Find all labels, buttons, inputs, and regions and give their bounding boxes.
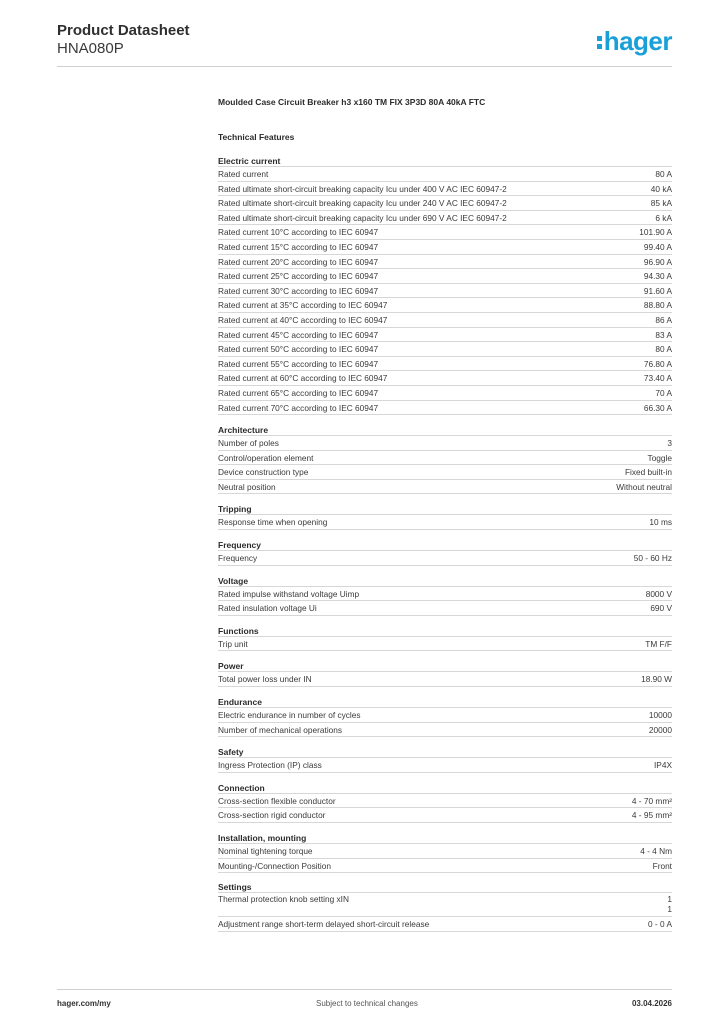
spec-value: 6 kA [655, 212, 672, 223]
spec-label: Control/operation element [218, 452, 314, 463]
logo-text: hager [603, 26, 672, 56]
spec-row [218, 893, 672, 917]
datasheet-content [218, 96, 672, 932]
spec-row [218, 386, 672, 401]
section-title: Power [218, 661, 672, 672]
spec-row [218, 808, 672, 823]
spec-label: Rated current at 40°C according to IEC 60947 [218, 314, 388, 325]
spec-row [218, 182, 672, 197]
spec-value: 76.80 A [643, 358, 672, 369]
logo-colon-icon [597, 34, 602, 50]
spec-label: Trip unit [218, 638, 248, 649]
section-settings [218, 882, 672, 932]
spec-label: Response time when opening [218, 517, 328, 528]
spec-row [218, 371, 672, 386]
spec-value: Without neutral [616, 481, 672, 492]
spec-row [218, 480, 672, 495]
spec-value: 4 - 95 mm² [631, 810, 672, 821]
spec-row [218, 723, 672, 738]
spec-value: Front [652, 860, 672, 871]
spec-label: Device construction type [218, 467, 309, 478]
spec-row [218, 917, 672, 932]
spec-row [218, 672, 672, 687]
spec-label: Rated current at 35°C according to IEC 60947 [218, 300, 388, 311]
spec-row [218, 240, 672, 255]
spec-row [218, 601, 672, 616]
section-endurance [218, 697, 672, 737]
spec-row [218, 794, 672, 809]
spec-row [218, 859, 672, 874]
spec-value: 10 ms [649, 517, 672, 528]
spec-label: Rated current 50°C according to IEC 60947 [218, 344, 379, 355]
spec-value [667, 894, 672, 916]
spec-value: 86 A [655, 314, 672, 325]
page-footer [57, 989, 672, 1015]
spec-label: Number of mechanical operations [218, 724, 343, 735]
section-title: Endurance [218, 697, 672, 708]
section-connection [218, 783, 672, 823]
spec-row [218, 844, 672, 859]
spec-row [218, 515, 672, 530]
spec-row [218, 167, 672, 182]
spec-value: 4 - 70 mm² [631, 795, 672, 806]
spec-row [218, 436, 672, 451]
spec-value: 80 A [655, 344, 672, 355]
section-title: Settings [218, 882, 672, 893]
spec-value: 50 - 60 Hz [633, 553, 672, 564]
spec-label: Rated impulse withstand voltage Uimp [218, 588, 360, 599]
spec-value: 8000 V [645, 588, 672, 599]
spec-value: Toggle [647, 452, 672, 463]
section-power [218, 661, 672, 687]
spec-value: TM F/F [645, 638, 672, 649]
spec-label: Number of poles [218, 438, 279, 449]
footer-date: 03.04.2026 [631, 999, 672, 1008]
section-electric [218, 156, 672, 415]
section-title: Safety [218, 747, 672, 758]
spec-row [218, 401, 672, 416]
section-title: Frequency [218, 540, 672, 551]
spec-row [218, 211, 672, 226]
section-title: Tripping [218, 504, 672, 515]
spec-row [218, 342, 672, 357]
spec-value: 88.80 A [643, 300, 672, 311]
spec-label: Neutral position [218, 481, 276, 492]
footer-note: Subject to technical changes [316, 999, 418, 1008]
section-voltage [218, 576, 672, 616]
spec-label: Rated current 70°C according to IEC 60947 [218, 402, 379, 413]
spec-value-line: 1 [667, 894, 672, 905]
section-functions [218, 626, 672, 652]
spec-row [218, 708, 672, 723]
product-title: Moulded Case Circuit Breaker h3 x160 TM FIX 3P3D 80A 40kA FTC [218, 97, 486, 107]
spec-label: Rated current 55°C according to IEC 60947 [218, 358, 379, 369]
section-installation [218, 833, 672, 873]
spec-value: 85 kA [650, 198, 672, 209]
footer-website: hager.com/my [57, 999, 111, 1008]
spec-label: Rated current [218, 169, 269, 179]
spec-label: Rated current 65°C according to IEC 60947 [218, 387, 379, 398]
spec-value-line: 1 [667, 904, 672, 915]
spec-label: Adjustment range short-term delayed short-circuit release [218, 919, 430, 930]
spec-label: Rated ultimate short-circuit breaking capacity Icu under 400 V AC IEC 60947-2 [218, 183, 507, 194]
spec-row [218, 284, 672, 299]
spec-label: Rated current 45°C according to IEC 60947 [218, 329, 379, 340]
spec-value: 70 A [655, 387, 672, 398]
spec-label: Rated insulation voltage Ui [218, 603, 317, 614]
section-title: Electric current [218, 156, 672, 167]
spec-row [218, 255, 672, 270]
section-title: Functions [218, 626, 672, 637]
spec-row [218, 196, 672, 211]
spec-value: 4 - 4 Nm [640, 846, 672, 856]
spec-row [218, 465, 672, 480]
spec-row [218, 451, 672, 466]
spec-value: 96.90 A [643, 256, 672, 267]
section-title: Connection [218, 783, 672, 794]
spec-value: Fixed built-in [624, 467, 672, 478]
spec-label: Rated current 20°C according to IEC 60947 [218, 256, 379, 267]
spec-label: Mounting-/Connection Position [218, 860, 331, 871]
spec-value: IP4X [654, 760, 672, 771]
spec-value: 73.40 A [643, 373, 672, 384]
spec-label: Total power loss under IN [218, 674, 312, 685]
spec-label: Ingress Protection (IP) class [218, 760, 322, 771]
hager-logo [597, 28, 672, 54]
spec-label: Rated current 15°C according to IEC 60947 [218, 241, 379, 252]
spec-row [218, 313, 672, 328]
spec-value: 20000 [648, 724, 672, 735]
spec-row [218, 357, 672, 372]
spec-row [218, 551, 672, 566]
product-code: HNA080P [57, 40, 124, 57]
spec-value: 99.40 A [643, 241, 672, 252]
spec-value: 0 - 0 A [648, 919, 672, 930]
spec-value: 40 kA [650, 183, 672, 194]
spec-value: 3 [667, 438, 672, 449]
spec-label: Cross-section rigid conductor [218, 810, 326, 821]
spec-value: 91.60 A [643, 285, 672, 296]
document-title: Product Datasheet [57, 22, 190, 39]
spec-row [218, 298, 672, 313]
technical-features-heading: Technical Features [218, 132, 295, 142]
page-header [57, 20, 672, 67]
spec-row [218, 758, 672, 773]
section-frequency [218, 540, 672, 566]
spec-value: 18.90 W [641, 674, 672, 685]
spec-row [218, 637, 672, 652]
spec-label: Rated ultimate short-circuit breaking capacity Icu under 690 V AC IEC 60947-2 [218, 212, 507, 223]
spec-label: Rated ultimate short-circuit breaking capacity Icu under 240 V AC IEC 60947-2 [218, 198, 507, 209]
spec-label: Rated current at 60°C according to IEC 60947 [218, 373, 388, 384]
spec-label: Cross-section flexible conductor [218, 795, 336, 806]
spec-label: Thermal protection knob setting xIN [218, 894, 349, 905]
spec-value: 690 V [650, 603, 672, 614]
section-tripping [218, 504, 672, 530]
section-title: Installation, mounting [218, 833, 672, 844]
spec-label: Rated current 25°C according to IEC 60947 [218, 271, 379, 282]
spec-label: Rated current 10°C according to IEC 60947 [218, 227, 379, 238]
spec-label: Rated current 30°C according to IEC 60947 [218, 285, 379, 296]
spec-value: 94.30 A [643, 271, 672, 282]
spec-row [218, 328, 672, 343]
spec-value: 101.90 A [639, 227, 672, 238]
spec-label: Frequency [218, 553, 258, 564]
spec-label: Electric endurance in number of cycles [218, 710, 361, 721]
spec-label: Nominal tightening torque [218, 846, 313, 856]
feature-sections [218, 156, 672, 932]
spec-value: 10000 [648, 710, 672, 721]
spec-row [218, 225, 672, 240]
section-safety [218, 747, 672, 773]
spec-value: 80 A [655, 169, 672, 179]
spec-value: 83 A [655, 329, 672, 340]
section-title: Architecture [218, 425, 672, 436]
section-title: Voltage [218, 576, 672, 587]
spec-value: 66.30 A [643, 402, 672, 413]
spec-row [218, 269, 672, 284]
section-architecture [218, 425, 672, 494]
spec-row [218, 587, 672, 602]
